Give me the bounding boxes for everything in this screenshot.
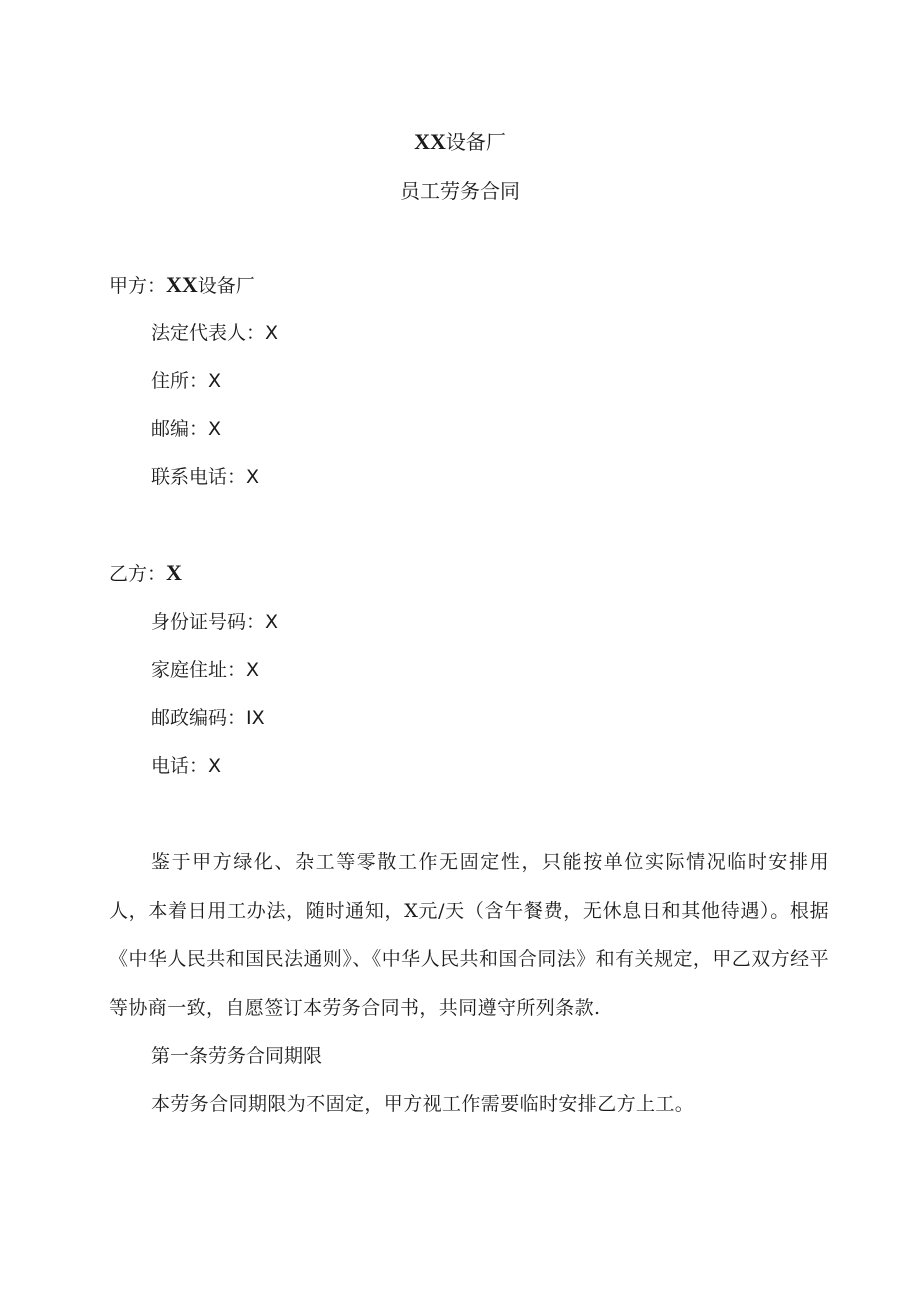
party-a-field [151,416,221,442]
company-title [0,128,920,156]
party-b-name: X [166,560,182,585]
article-1-heading: 第一条劳务合同期限 [151,1045,323,1067]
field-value: X [208,370,222,392]
party-b-field [151,657,259,683]
party-b-line [109,560,182,587]
field-value: IX [246,707,265,729]
party-b-field [151,705,265,731]
field-value: X [208,755,222,777]
field-label: 法定代表人： [151,322,266,344]
party-a-field [151,320,278,346]
company-title-prefix: XX [414,129,446,154]
field-label: 邮政编码： [151,707,247,729]
field-label: 身份证号码： [151,611,266,633]
party-b-field [151,609,278,635]
field-value: X [246,659,260,681]
article-1-text: 本劳务合同期限为不固定，甲方视工作需要临时安排乙方上工。 [151,1093,695,1115]
company-title-suffix: 设备厂 [445,130,506,154]
field-value: X [265,322,279,344]
field-label: 邮编： [151,418,209,440]
party-a-label: 甲方： [109,275,167,297]
party-b-label: 乙方： [109,563,167,585]
field-value: X [265,611,279,633]
party-a-name-prefix: XX [166,272,198,297]
party-b-field [151,753,221,779]
field-label: 电话： [151,755,209,777]
party-a-name-suffix: 设备厂 [197,275,255,297]
party-a-field [151,368,221,394]
field-label: 住所： [151,370,209,392]
field-label: 联系电话： [151,466,247,488]
party-a-line [109,272,255,299]
party-a-field [151,464,259,490]
intro-paragraph: 鉴于甲方绿化、杂工等零散工作无固定性，只能按单位实际情况临时安排用人，本着日用工办法，随时通知，X元/天（含午餐费，无休息日和其他待遇）。根据《中华人民共和国民法通则》、《中华人民共和国合同法》和有关规定，甲乙双方经平等协商一致，自愿签订本劳务合同书，共同遵守所列条款. [109,851,829,1019]
field-value: X [246,466,260,488]
document-title: 员工劳务合同 [400,179,520,203]
field-label: 家庭住址： [151,659,247,681]
field-value: X [208,418,222,440]
